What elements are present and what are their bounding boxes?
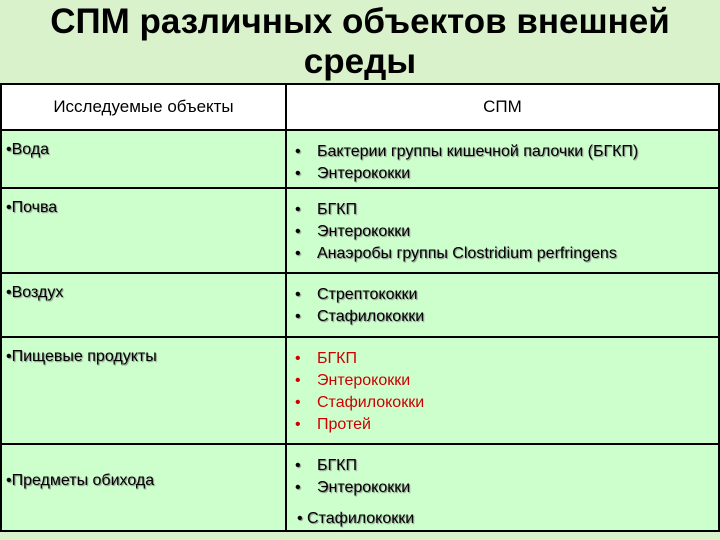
object-water: •Вода	[6, 141, 50, 158]
list-item: • Стафилококки	[295, 394, 425, 411]
spm-table	[0, 83, 720, 532]
table-row	[1, 188, 719, 273]
object-soil: •Почва	[6, 199, 58, 216]
object-food: •Пищевые продукты	[6, 348, 157, 365]
spm-list-water	[287, 131, 718, 185]
table-row	[1, 337, 719, 444]
table-row	[1, 130, 719, 188]
list-item: • Энтерококки	[295, 479, 411, 496]
page-title	[0, 0, 720, 82]
list-item: • Бактерии группы кишечной палочки (БГКП)	[295, 143, 639, 160]
list-item: • Энтерококки	[295, 165, 411, 182]
spm-list-food	[287, 338, 718, 436]
title-line-1: СПМ различных объектов внешней	[50, 2, 670, 41]
header-spm: СПМ	[286, 84, 719, 130]
list-item: • БГКП	[295, 350, 357, 367]
title-line-2: среды	[303, 42, 417, 81]
extra-item-staph: • Стафилококки	[297, 510, 415, 527]
list-item: • Стафилококки	[295, 308, 425, 325]
list-item: • Протей	[295, 416, 371, 433]
spm-list-household	[287, 445, 718, 499]
spm-list-soil	[287, 189, 718, 265]
spm-list-air	[287, 274, 718, 328]
header-objects: Исследуемые объекты	[1, 84, 286, 130]
object-air: •Воздух	[6, 284, 64, 301]
table-header-row	[1, 84, 719, 130]
list-item: • БГКП	[295, 201, 357, 218]
object-household: •Предметы обихода	[6, 471, 155, 489]
list-item: • БГКП	[295, 457, 357, 474]
table-row	[1, 273, 719, 337]
list-item: • Энтерококки	[295, 372, 411, 389]
list-item: • Анаэробы группы Clostridium perfringens	[295, 245, 617, 262]
list-item: • Энтерококки	[295, 223, 411, 240]
table-row	[1, 444, 719, 531]
list-item: • Стрептококки	[295, 286, 418, 303]
